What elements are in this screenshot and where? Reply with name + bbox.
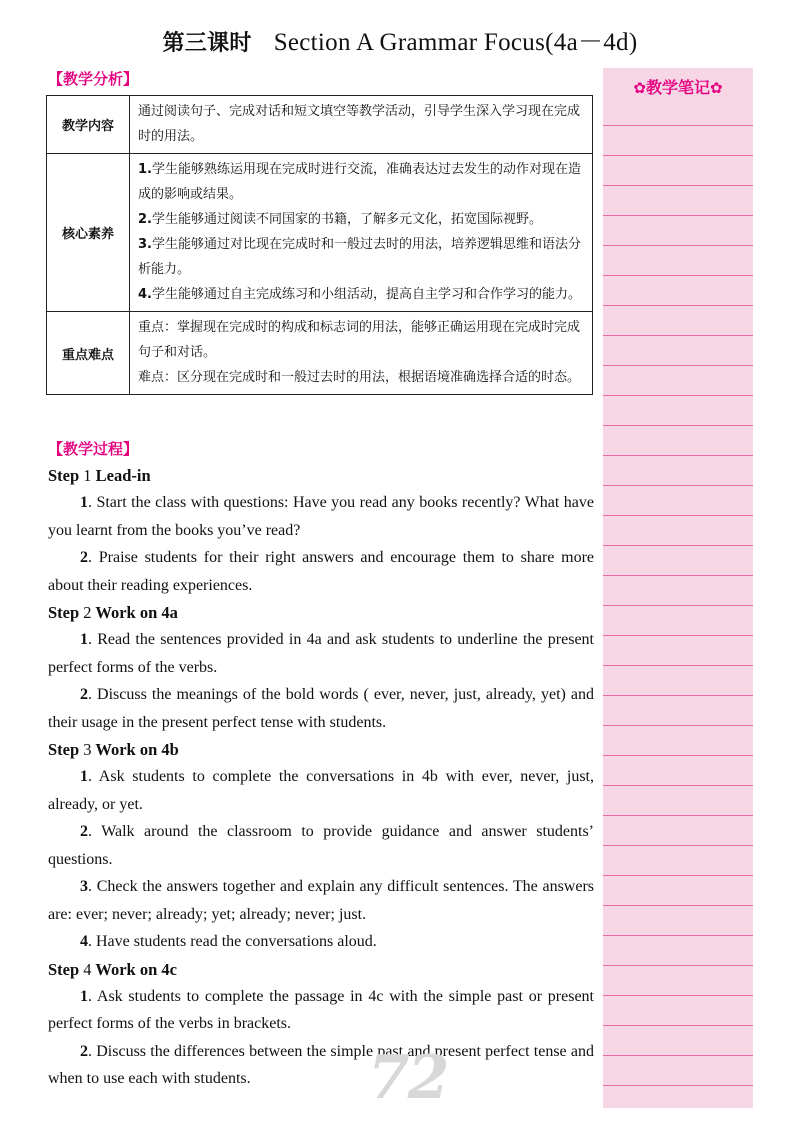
row-content: [130, 154, 593, 312]
page-number: 72: [368, 1043, 448, 1113]
row-label: 核心素养: [47, 154, 130, 312]
list-item: 1.学生能够熟练运用现在完成时进行交流，准确表达过去发生的动作对现在造成的影响或结果。: [138, 162, 581, 202]
row-content: [130, 312, 593, 395]
list-item: 4.学生能够通过自主完成练习和小组活动，提高自主学习和合作学习的能力。: [138, 287, 581, 302]
step-paragraph: 1. Ask students to complete the passage in 4c with the simple past or present perfect forms of the verbs in brackets.: [48, 987, 594, 1032]
section-title: Section A Grammar Focus(4a－4d): [273, 29, 638, 56]
row-label: 重点难点: [47, 312, 130, 395]
step-heading: Step 3 Work on 4b: [48, 740, 179, 759]
process-heading: 【教学过程】: [48, 440, 139, 458]
page-title: [0, 22, 800, 58]
flower-icon: ✿: [633, 79, 646, 97]
step-heading: Step 4 Work on 4c: [48, 959, 177, 979]
step-paragraph: 2. Discuss the meanings of the bold words ( ever, never, just, already, yet) and their usage in the present perfect tense with students.: [48, 686, 594, 731]
table-row: [47, 96, 593, 154]
step-paragraph: 3. Check the answers together and explain any difficult sentences. The answers are: ever; never; already; yet; already; never; just.: [48, 878, 594, 923]
step-paragraph: 2. Discuss the differences between the simple past and present perfect tense and when to use each with students.: [48, 1042, 594, 1087]
list-item: 难点：区分现在完成时和一般过去时的用法，根据语境准确选择合适的时态。: [138, 370, 581, 385]
table-row: [47, 312, 593, 395]
row-content: 通过阅读句子、完成对话和短文填空等教学活动，引导学生深入学习现在完成时的用法。: [130, 96, 593, 154]
step-paragraph: 1. Read the sentences provided in 4a and ask students to underline the present perfect forms of the verbs.: [48, 631, 594, 676]
lesson-label: 第三课时: [162, 31, 252, 56]
step-paragraph: 2. Walk around the classroom to provide guidance and answer students’ questions.: [48, 823, 594, 868]
step-paragraph: 1. Start the class with questions: Have you read any books recently? What have you learnt from the books you’ve read?: [48, 494, 594, 539]
teaching-notes-column: [603, 68, 753, 1108]
step-paragraph: 2. Praise students for their right answers and encourage them to share more about their reading experiences.: [48, 549, 594, 594]
analysis-table: [46, 95, 593, 395]
teaching-notes-title: 教学笔记: [645, 78, 710, 97]
list-item: 重点：掌握现在完成时的构成和标志词的用法，能够正确运用现在完成时完成句子和对话。: [138, 320, 581, 360]
row-label: 教学内容: [47, 96, 130, 154]
step-heading: Step 1 Lead-in: [48, 466, 151, 485]
step-paragraph: 4. Have students read the conversations aloud.: [80, 933, 377, 950]
teaching-notes-header: [603, 68, 753, 108]
table-row: [47, 154, 593, 312]
flower-icon: ✿: [710, 79, 723, 97]
list-item: 3.学生能够通过对比现在完成时和一般过去时的用法，培养逻辑思维和语法分析能力。: [138, 237, 581, 277]
analysis-heading: 【教学分析】: [48, 70, 139, 88]
teaching-process: [48, 462, 594, 1093]
list-item: 2.学生能够通过阅读不同国家的书籍，了解多元文化，拓宽国际视野。: [138, 212, 542, 227]
step-heading: Step 2 Work on 4a: [48, 603, 178, 622]
step-paragraph: 1. Ask students to complete the conversations in 4b with ever, never, just, already, or yet.: [48, 768, 594, 813]
